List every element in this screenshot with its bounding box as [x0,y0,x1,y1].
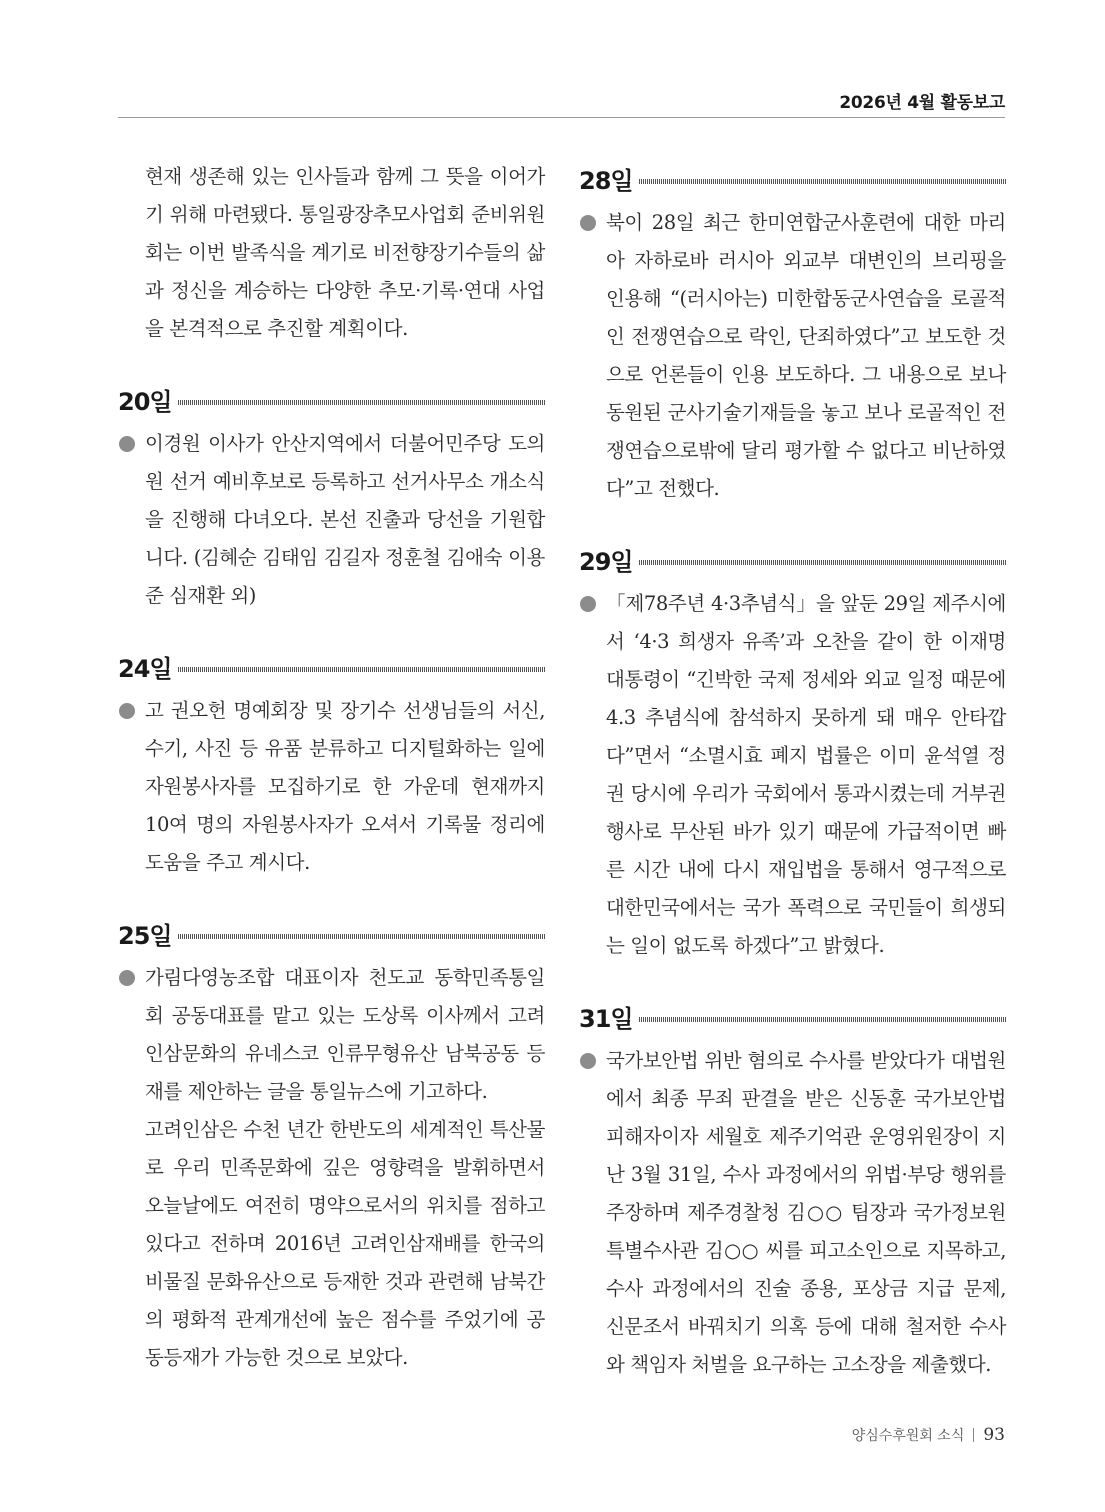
section-24 [118,646,545,882]
bullet-icon [580,215,596,231]
bullet-paragraph [579,585,1006,965]
section-heading [579,996,1006,1036]
left-column [118,158,545,1377]
bullet-paragraph [579,1042,1006,1384]
page-number: 93 [983,1425,1005,1445]
bullet-icon [580,596,596,612]
section-heading [579,158,1006,198]
section-28 [579,158,1006,508]
paragraph-text: 국가보안법 위반 혐의로 수사를 받았다가 대법원에서 최종 무죄 판결을 받은 신동훈 국가보안법 피해자이자 세월호 제주기억관 운영위원장이 지난 3월 31일, 수사 과정에서의 위법·부당 행위를 주장하며 제주경찰청 김○○ 팀장과 국가정보원 특별수사관 김○○ 씨를 피고소인으로 지목하고, 수사 과정에서의 진술 종용, 포상금 지급 문제, 신문조서 바꿔치기 의혹 등에 대해 철저한 수사와 책임자 처벌을 요구하는 고소장을 제출했다. [606,1049,1006,1376]
right-column [579,158,1006,1384]
section-day-label: 31일 [579,1004,633,1033]
bullet-icon [119,970,135,986]
section-31 [579,996,1006,1384]
bullet-icon [580,1053,596,1069]
section-29 [579,539,1006,965]
section-20 [118,379,545,615]
footer-divider [973,1428,974,1442]
section-rule [639,179,1006,184]
paragraph-text: 가림다영농조합 대표이자 천도교 동학민족통일회 공동대표를 맡고 있는 도상록 이사께서 고려인삼문화의 유네스코 인류무형유산 남북공동 등재를 제안하는 글을 통일뉴스에 기고하다. [145,966,545,1103]
bullet-paragraph [118,425,545,615]
section-rule [178,667,545,672]
section-heading [579,539,1006,579]
continuation-paragraph: 현재 생존해 있는 인사들과 함께 그 뜻을 이어가기 위해 마련됐다. 통일광장추모사업회 준비위원회는 이번 발족식을 계기로 비전향장기수들의 삶과 정신을 계승하는 다양한 추모·기록·연대 사업을 본격적으로 추진할 계획이다. [145,165,545,340]
paragraph-text: 북이 28일 최근 한미연합군사훈련에 대한 마리아 자하로바 러시아 외교부 대변인의 브리핑을 인용해 “(러시아는) 미한합동군사연습을 로골적인 전쟁연습으로 락인, 단죄하였다”고 보도한 것으로 언론들이 인용 보도하다. 그 내용으로 보나 동원된 군사기술기재들을 놓고 보나 로골적인 전쟁연습으로밖에 달리 평가할 수 없다고 비난하였다”고 전했다. [606,211,1006,500]
section-day-label: 24일 [118,654,172,683]
section-day-label: 28일 [579,166,633,195]
publication-name: 양심수후원회 소식 [851,1428,965,1444]
section-rule [639,1017,1006,1022]
page-footer [852,1425,1005,1445]
section-rule [178,934,545,939]
plain-paragraph: 고려인삼은 수천 년간 한반도의 세계적인 특산물로 우리 민족문화에 깊은 영향력을 발휘하면서 오늘날에도 여전히 명약으로서의 위치를 점하고 있다고 전하며 2016년 고려인삼재배를 한국의 비물질 문화유산으로 등재한 것과 관련해 남북간의 평화적 관계개선에 높은 점수를 주었기에 공동등재가 가능한 것으로 보았다. [145,1118,545,1369]
bullet-icon [119,436,135,452]
section-day-label: 20일 [118,387,172,416]
bullet-icon [119,703,135,719]
bullet-paragraph [579,204,1006,508]
section-day-label: 29일 [579,547,633,576]
bullet-paragraph [118,692,545,882]
section-25 [118,913,545,1377]
page-header-title: 2026년 4월 활동보고 [839,93,1005,113]
section-rule [178,400,545,405]
section-heading [118,913,545,953]
paragraph-text: 이경원 이사가 안산지역에서 더불어민주당 도의원 선거 예비후보로 등록하고 선거사무소 개소식을 진행해 다녀오다. 본선 진출과 당선을 기원합니다. (김혜순 김태임 김길자 정훈철 김애숙 이용준 심재환 외) [145,432,545,607]
section-heading [118,646,545,686]
section-rule [639,560,1006,565]
section-day-label: 25일 [118,921,172,950]
paragraph-text: 고 권오헌 명예회장 및 장기수 선생님들의 서신, 수기, 사진 등 유품 분류하고 디지털화하는 일에 자원봉사자를 모집하기로 한 가운데 현재까지 10여 명의 자원봉사자가 오셔서 기록물 정리에 도움을 주고 계시다. [145,699,545,874]
header-divider [118,117,1005,118]
paragraph-text: 「제78주년 4·3추념식」을 앞둔 29일 제주시에서 ‘4·3 희생자 유족’과 오찬을 같이 한 이재명 대통령이 “긴박한 국제 정세와 외교 일정 때문에 4.3 추념식에 참석하지 못하게 돼 매우 안타깝다”면서 “소멸시효 폐지 법률은 이미 윤석열 정권 당시에 우리가 국회에서 통과시켰는데 거부권 행사로 무산된 바가 있기 때문에 가급적이면 빠른 시간 내에 다시 재입법을 통해서 영구적으로 대한민국에서는 국가 폭력으로 국민들이 희생되는 일이 없도록 하겠다”고 밝혔다. [606,592,1006,957]
bullet-paragraph [118,959,545,1111]
section-heading [118,379,545,419]
